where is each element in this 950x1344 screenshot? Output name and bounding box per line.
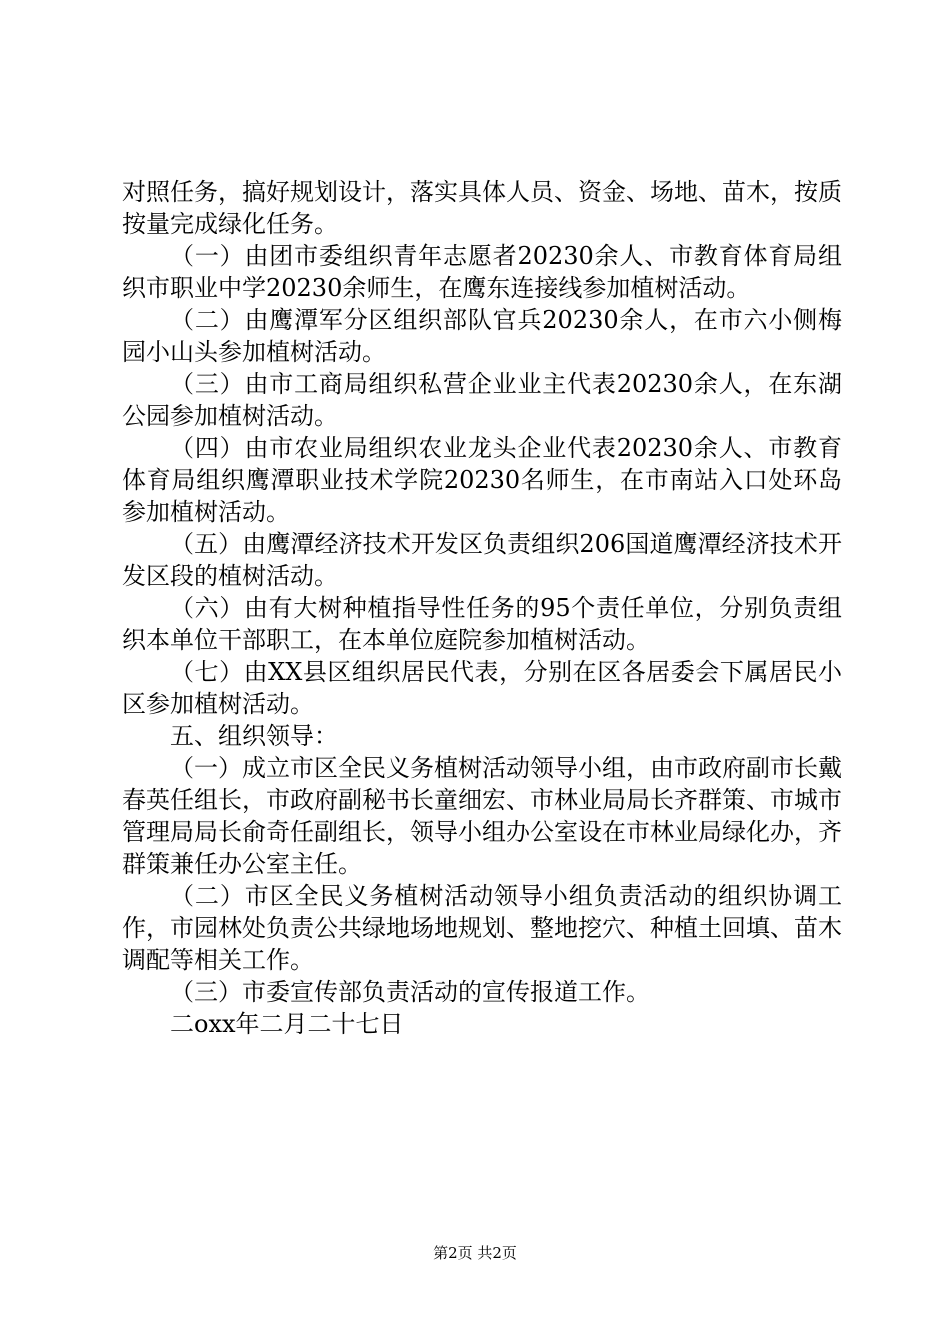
page-number-footer: 第2页 共2页 <box>433 1244 517 1262</box>
paragraph-item-5: （五）由鹰潭经济技术开发区负责组织206国道鹰潭经济技术开发区段的植树活动。 <box>122 530 842 590</box>
paragraph-item-4: （四）由市农业局组织农业龙头企业代表20230余人、市教育体育局组织鹰潭职业技术学院20230名师生，在市南站入口处环岛参加植树活动。 <box>122 434 842 526</box>
paragraph-item-3: （三）由市工商局组织私营企业业主代表20230余人，在东湖公园参加植树活动。 <box>122 370 842 430</box>
paragraph-item-2: （二）由鹰潭军分区组织部队官兵20230余人，在市六小侧梅园小山头参加植树活动。 <box>122 306 842 366</box>
document-body <box>122 176 842 1040</box>
paragraph-leadership-2: （二）市区全民义务植树活动领导小组负责活动的组织协调工作，市园林处负责公共绿地场地规划、整地挖穴、种植土回填、苗木调配等相关工作。 <box>122 882 842 974</box>
paragraph-item-6: （六）由有大树种植指导性任务的95个责任单位，分别负责组织本单位干部职工，在本单位庭院参加植树活动。 <box>122 594 842 654</box>
paragraph-item-7: （七）由XX县区组织居民代表，分别在区各居委会下属居民小区参加植树活动。 <box>122 658 842 718</box>
document-date: 二oxx年二月二十七日 <box>170 1010 404 1038</box>
paragraph-leadership-3: （三）市委宣传部负责活动的宣传报道工作。 <box>170 978 650 1006</box>
paragraph-continuation: 对照任务，搞好规划设计，落实具体人员、资金、场地、苗木，按质按量完成绿化任务。 <box>122 178 842 238</box>
section-heading-organization: 五、组织领导： <box>170 722 338 750</box>
paragraph-item-1: （一）由团市委组织青年志愿者20230余人、市教育体育局组织市职业中学20230余师生，在鹰东连接线参加植树活动。 <box>122 242 842 302</box>
paragraph-leadership-1: （一）成立市区全民义务植树活动领导小组，由市政府副市长戴春英任组长，市政府副秘书长童细宏、市林业局局长齐群策、市城市管理局局长俞奇任副组长，领导小组办公室设在市林业局绿化办，齐群策兼任办公室主任。 <box>122 754 842 878</box>
